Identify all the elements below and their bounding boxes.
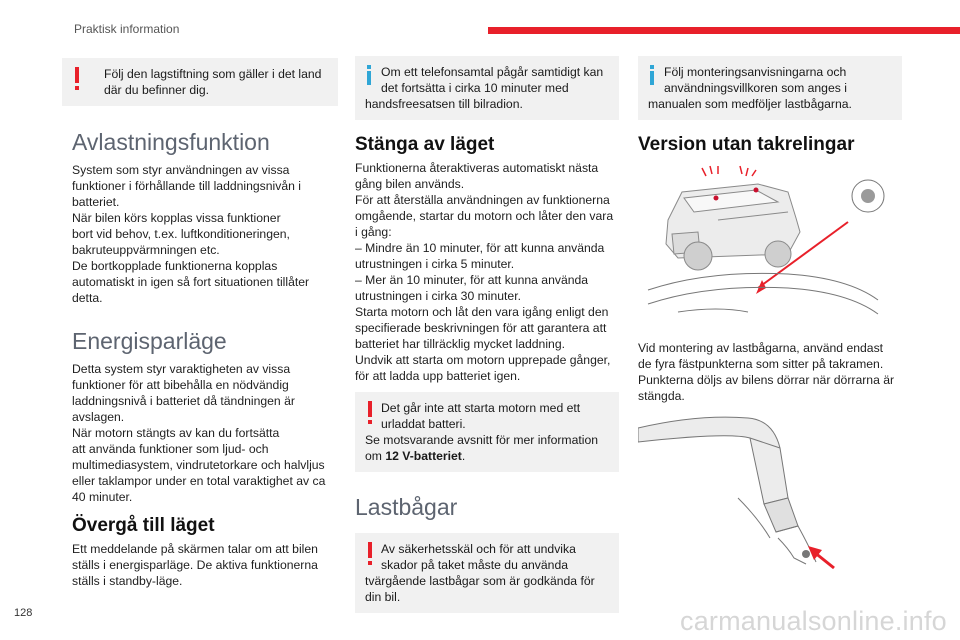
- body-line: gång bilen används.: [355, 177, 465, 191]
- version-body: [638, 340, 902, 404]
- warning-line: där du befinner dig.: [104, 83, 210, 97]
- body-line: När bilen körs kopplas vissa funktioner: [72, 211, 281, 225]
- warning-box-law: [62, 58, 338, 106]
- info-text: [648, 64, 892, 112]
- warning-line: din bil.: [365, 590, 401, 604]
- warning-box-battery: [355, 392, 619, 472]
- body-line: För att återställa användningen av funktionerna: [355, 193, 610, 207]
- body-line: funktioner för att bibehålla en nödvändig: [72, 378, 289, 392]
- body-line: för att ladda upp batteriet igen.: [355, 369, 521, 383]
- subsection-title-overga: Övergå till läget: [72, 515, 215, 536]
- body-line: Ett meddelande på skärmen talar om att bilen: [72, 542, 318, 556]
- subsection-title-version: Version utan takrelingar: [638, 134, 855, 155]
- info-text: [365, 64, 609, 112]
- info-box-phone: [355, 56, 619, 120]
- info-line: Följ monteringsanvisningarna och: [664, 65, 847, 79]
- body-line: avslagen.: [72, 410, 125, 424]
- subsection-body-stanga: [355, 160, 619, 384]
- car-roof-illustration: [638, 162, 902, 334]
- body-line: utrustningen i cirka 5 minuter.: [355, 257, 515, 271]
- info-icon: [366, 65, 372, 85]
- warning-icon: [366, 401, 374, 425]
- warning-line: Det går inte att starta motorn med ett: [381, 401, 581, 415]
- warning-text: [72, 66, 328, 98]
- section-title-energispar: Energisparläge: [72, 328, 227, 354]
- section-body-avlastning: [72, 162, 338, 306]
- body-line: Starta motorn och låt den vara igång enligt den: [355, 305, 609, 319]
- body-line: ställs i standby-läge.: [72, 574, 183, 588]
- info-line: handsfreesatsen till bilradion.: [365, 97, 523, 111]
- body-line: Punkterna döljs av bilens dörrar när dörrarna är: [638, 373, 895, 387]
- body-line: automatiskt in igen så fort situationen tillåter: [72, 275, 310, 289]
- body-line: – Mer än 10 minuter, för att kunna använda: [355, 273, 589, 287]
- body-line: De bortkopplade funktionerna kopplas: [72, 259, 278, 273]
- body-line: Detta system styr varaktigheten av vissa: [72, 362, 291, 376]
- warning-line: Se motsvarande avsnitt för mer information: [365, 433, 599, 447]
- body-line: – Mindre än 10 minuter, för att kunna använda: [355, 241, 605, 255]
- load-bar-illustration: [638, 408, 902, 588]
- body-line: batteriet.: [72, 195, 120, 209]
- section-title-avlastning: Avlastningsfunktion: [72, 129, 270, 155]
- info-icon: [649, 65, 655, 85]
- header-accent-bar: [488, 27, 960, 34]
- body-line: detta.: [72, 291, 103, 305]
- warning-box-roof: [355, 533, 619, 613]
- warning-line: Av säkerhetsskäl och för att undvika: [381, 542, 576, 556]
- battery-reference: 12 V-batteriet: [385, 449, 462, 463]
- body-line: omgående, startar du motorn och låter den vara: [355, 209, 614, 223]
- warning-line: urladdat batteri.: [381, 417, 466, 431]
- body-line: multimediasystem, vindrutetorkare och halvljus: [72, 458, 325, 472]
- warning-line: tvärgående lastbågar som är godkända för: [365, 574, 595, 588]
- body-line: batteriet har tillräcklig mycket laddning.: [355, 337, 565, 351]
- warning-text: [365, 541, 609, 605]
- body-line: att använda funktioner som ljud- och: [72, 442, 269, 456]
- header-section-label: Praktisk information: [74, 22, 180, 36]
- column-right: [638, 52, 902, 588]
- info-line: Om ett telefonsamtal pågår samtidigt kan: [381, 65, 604, 79]
- warning-icon: [366, 542, 374, 566]
- body-line: bort vid behov, t.ex. luftkonditioneringen,: [72, 227, 290, 241]
- subsection-body-overga: [72, 541, 338, 589]
- body-line: i gång:: [355, 225, 392, 239]
- warning-line: skador på taket måste du använda: [381, 558, 568, 572]
- column-middle: [355, 52, 619, 613]
- body-line: När motorn stängts av kan du fortsätta: [72, 426, 280, 440]
- subsection-title-stanga: Stänga av läget: [355, 134, 495, 155]
- warning-line-prefix: om: [365, 449, 386, 463]
- body-line: stängda.: [638, 389, 685, 403]
- info-line: det fortsätta i cirka 10 minuter med: [381, 81, 569, 95]
- section-body-energispar: [72, 361, 338, 505]
- warning-icon: [73, 67, 81, 91]
- info-line: manualen som medföljer lastbågarna.: [648, 97, 852, 111]
- body-line: Funktionerna återaktiveras automatiskt nästa: [355, 161, 599, 175]
- body-line: specifierade beskrivningen för att garantera att: [355, 321, 607, 335]
- body-line: System som styr användningen av vissa: [72, 163, 290, 177]
- warning-line: Följ den lagstiftning som gäller i det land: [104, 67, 322, 81]
- warning-line-suffix: .: [461, 449, 466, 463]
- warning-text: [365, 400, 609, 464]
- page-number: 128: [14, 607, 33, 619]
- body-line: Undvik att starta om motorn upprepade gånger,: [355, 353, 611, 367]
- body-line: funktioner i förhållande till laddningsnivån i: [72, 179, 301, 193]
- info-box-mounting: [638, 56, 902, 120]
- body-line: eller taklampor under en total varaktighet av ca: [72, 474, 326, 488]
- body-line: Vid montering av lastbågarna, använd endast: [638, 341, 884, 355]
- section-title-lastbagar: Lastbågar: [355, 494, 458, 520]
- body-line: bakruteuppvärmningen etc.: [72, 243, 220, 257]
- body-line: ställs i energisparläge. De aktiva funktionerna: [72, 558, 318, 572]
- watermark-text: carmanualsonline.info: [680, 606, 947, 636]
- column-left: [62, 52, 338, 589]
- info-line: användningsvillkoren som anges i: [664, 81, 847, 95]
- body-line: laddningsnivå i batteriet då tändningen är: [72, 394, 295, 408]
- body-line: 40 minuter.: [72, 490, 133, 504]
- body-line: utrustningen i cirka 30 minuter.: [355, 289, 521, 303]
- warning-line: [365, 448, 609, 464]
- body-line: de fyra fästpunkterna som sitter på takramen.: [638, 357, 884, 371]
